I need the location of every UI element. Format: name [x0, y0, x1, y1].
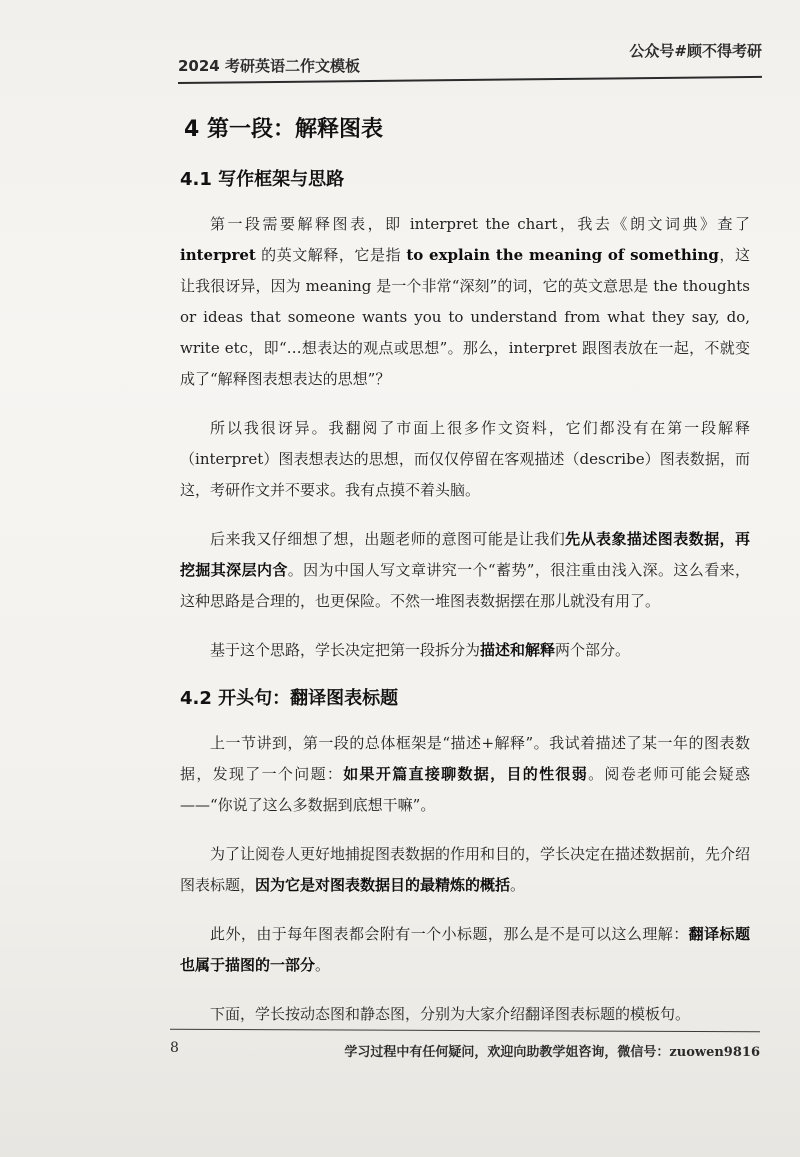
- page-number: 8: [170, 1040, 179, 1056]
- text-span: ，这让我很讶异，因为 meaning 是一个非常“深刻”的词，它的英文意思是 the thoughts or ideas that someone wants you to understand from what they say, do, write etc，即“…想表达的观点或思想”。那么，interpret 跟图表放在一起，不就变成了“解释图表想表达的思想”？: [180, 246, 750, 388]
- header-source: 公众号#顾不得考研: [629, 42, 762, 60]
- paragraph-4-2-3: [180, 919, 750, 981]
- paragraph-4-2-1: [180, 728, 750, 821]
- text-span: 的英文解释，它是指: [255, 246, 407, 264]
- text-span: 第一段需要解释图表，即 interpret the chart，我去《朗文词典》查了: [210, 215, 750, 233]
- paragraph-4-1-4: [180, 635, 750, 666]
- bold-emphasis: 如果开篇直接聊数据，目的性很弱: [343, 765, 589, 783]
- page-content: [180, 100, 750, 1048]
- header-divider: [178, 76, 762, 84]
- text-span: 上一节讲到，第一段的总体框架是“描述+解释”。我试着描述了某一年的图表数据，发现了一个问题：: [180, 734, 750, 783]
- bold-emphasis: 翻译标题也属于描图的一部分: [180, 925, 750, 974]
- section-title: 4 第一段：解释图表: [184, 117, 383, 142]
- bold-emphasis: 先从表象描述图表数据，再挖掘其深层内含: [180, 530, 750, 579]
- paragraph-4-1-1: [180, 209, 750, 395]
- bold-emphasis: 因为它是对图表数据目的最精炼的概括: [255, 876, 511, 894]
- paragraph-4-2-2: [180, 839, 750, 901]
- text-span: 。: [315, 956, 331, 974]
- bold-emphasis: 描述和解释: [480, 641, 556, 659]
- paragraph-4-1-2: 所以我很讶异。我翻阅了市面上很多作文资料，它们都没有在第一段解释（interpret）图表想表达的思想，而仅仅停留在客观描述（describe）图表数据，而这，考研作文并不要求。我有点摸不着头脑。: [180, 419, 750, 499]
- text-span: 为了让阅卷人更好地捕捉图表数据的作用和目的，学长决定在描述数据前，先介绍图表标题，: [180, 845, 751, 894]
- text-span: 。因为中国人写文章讲究一个“蓄势”，很注重由浅入深。这么看来，这种思路是合理的，也更保险。不然一堆图表数据摆在那儿就没有用了。: [180, 561, 750, 610]
- header-title: 2024 考研英语二作文模板: [178, 57, 360, 75]
- text-span: 此外，由于每年图表都会附有一个小标题，那么是不是可以这么理解：: [210, 925, 689, 943]
- bold-definition: to explain the meaning of something: [406, 246, 719, 264]
- paragraph-4-1-3: [180, 524, 750, 617]
- text-span: 。阅卷老师可能会疑惑——“你说了这么多数据到底想干嘛”。: [180, 765, 750, 814]
- text-span: 基于这个思路，学长决定把第一段拆分为: [210, 641, 481, 659]
- footer-divider: [170, 1029, 760, 1033]
- bold-term: interpret: [180, 246, 256, 264]
- subsection-title-4-1: 4.1 写作框架与思路: [180, 169, 345, 190]
- paragraph-4-2-4: 下面，学长按动态图和静态图，分别为大家介绍翻译图表标题的模板句。: [210, 1005, 691, 1023]
- page-footer: [170, 1030, 760, 1070]
- footer-note: 学习过程中有任何疑问，欢迎向助教学姐咨询，微信号：zuowen9816: [344, 1045, 760, 1060]
- subsection-title-4-2: 4.2 开头句：翻译图表标题: [180, 688, 399, 709]
- text-span: 后来我又仔细想了想，出题老师的意图可能是让我们: [210, 530, 566, 548]
- text-span: 两个部分。: [555, 641, 631, 659]
- page-header: [178, 22, 762, 78]
- text-span: 。: [510, 876, 526, 894]
